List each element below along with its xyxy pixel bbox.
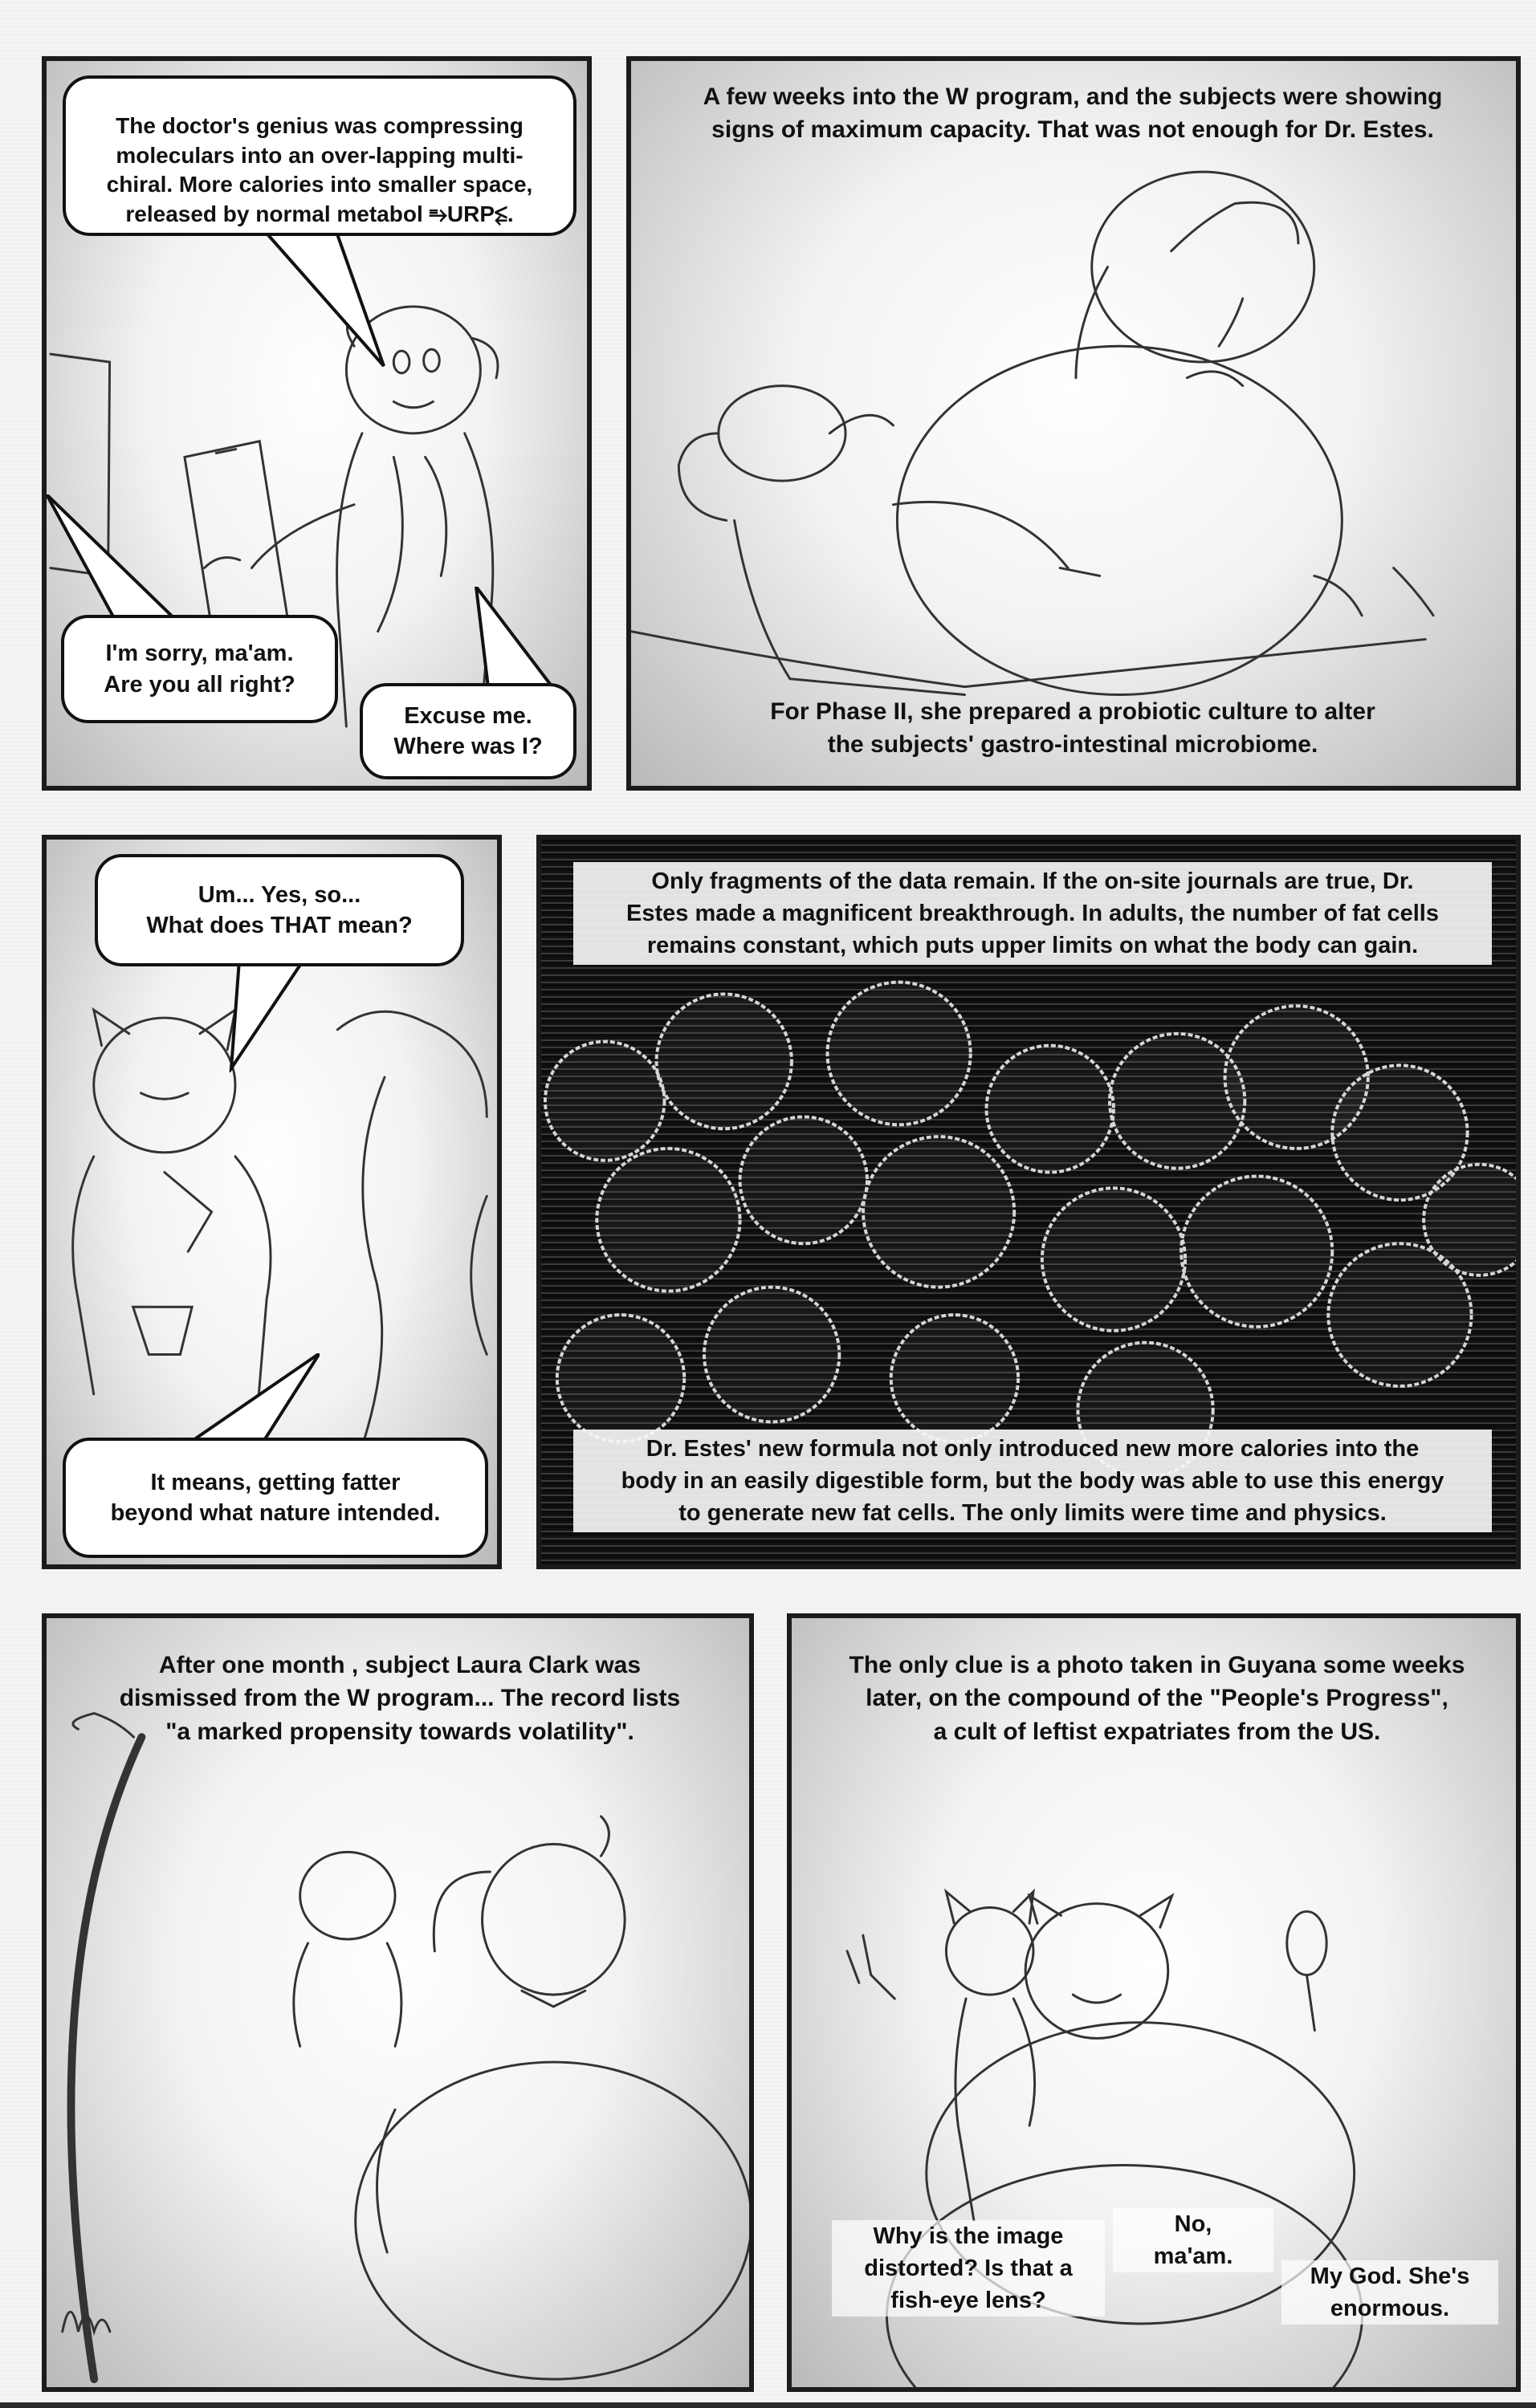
speech-no-maam: No, ma'am. [1113,2208,1273,2272]
speech-bubble-sorry [61,615,338,723]
speech-tail-it-means [159,1353,320,1446]
panel-6-guyana-photo [787,1613,1521,2392]
speech-tail-excuse [472,587,560,691]
panel-3-question [42,835,502,1569]
panel-4-caption-bottom: Dr. Estes' new formula not only introduced new more calories into the body in an easily digestible form, but the body was able to use this energy to generate new fat cells. The only limits were time and physics. [573,1430,1492,1532]
speech-bubble-um [95,854,464,966]
panel-2-caption-top: A few weeks into the W program, and the subjects were showing signs of maximum capacity. That was not enough for Dr. Estes. [703,83,1443,144]
bubble-doctor-text [107,82,533,230]
panel-5-caption: After one month , subject Laura Clark was dismissed from the W program... The record lists "a marked propensity towards volatility". [119,1652,681,1745]
urp-sound-effect: ⥱URP⥶. [422,201,514,227]
speech-bubble-doctor-explanation [63,75,577,236]
panel-4-caption-top: Only fragments of the data remain. If the on-site journals are true, Dr. Estes made a magnificent breakthrough. In adults, the number of fat cells remains constant, which puts upper limits on what the body can gain. [573,862,1492,965]
panel-5-laura-clark [42,1613,754,2392]
panel-2-caption-bottom: For Phase II, she prepared a probiotic culture to alter the subjects' gastro-intestinal microbiome. [770,698,1375,759]
speech-tail-sorry [47,494,207,631]
panel-1-doctor [42,56,592,791]
page-bottom-rule [0,2402,1536,2408]
doctor-explanation-text: The doctor's genius was compressing moleculars into an over-lapping multi- chiral. More calories into smaller space, released by normal metabol [106,112,533,227]
excuse-me-text: Excuse me. Where was I? [393,702,543,759]
speech-tail-um [223,960,320,1072]
panel-2-subjects [626,56,1521,791]
it-means-text: It means, getting fatter beyond what nature intended. [110,1469,441,1526]
um-text: Um... Yes, so... What does THAT mean? [146,881,413,938]
speech-bubble-excuse-me [360,683,577,779]
panel-4-fat-cells [536,835,1521,1569]
speech-my-god: My God. She's enormous. [1281,2260,1498,2325]
panel-6-caption: The only clue is a photo taken in Guyana some weeks later, on the compound of the "People's Progress", a cult of leftist expatriates from the US. [849,1652,1465,1745]
sorry-text: I'm sorry, ma'am. Are you all right? [104,641,295,698]
speech-tail-doctor [247,230,408,374]
speech-bubble-it-means [63,1438,488,1558]
speech-distorted: Why is the image distorted? Is that a fish-eye lens? [832,2220,1105,2316]
panel-2-drawing [631,61,1516,786]
